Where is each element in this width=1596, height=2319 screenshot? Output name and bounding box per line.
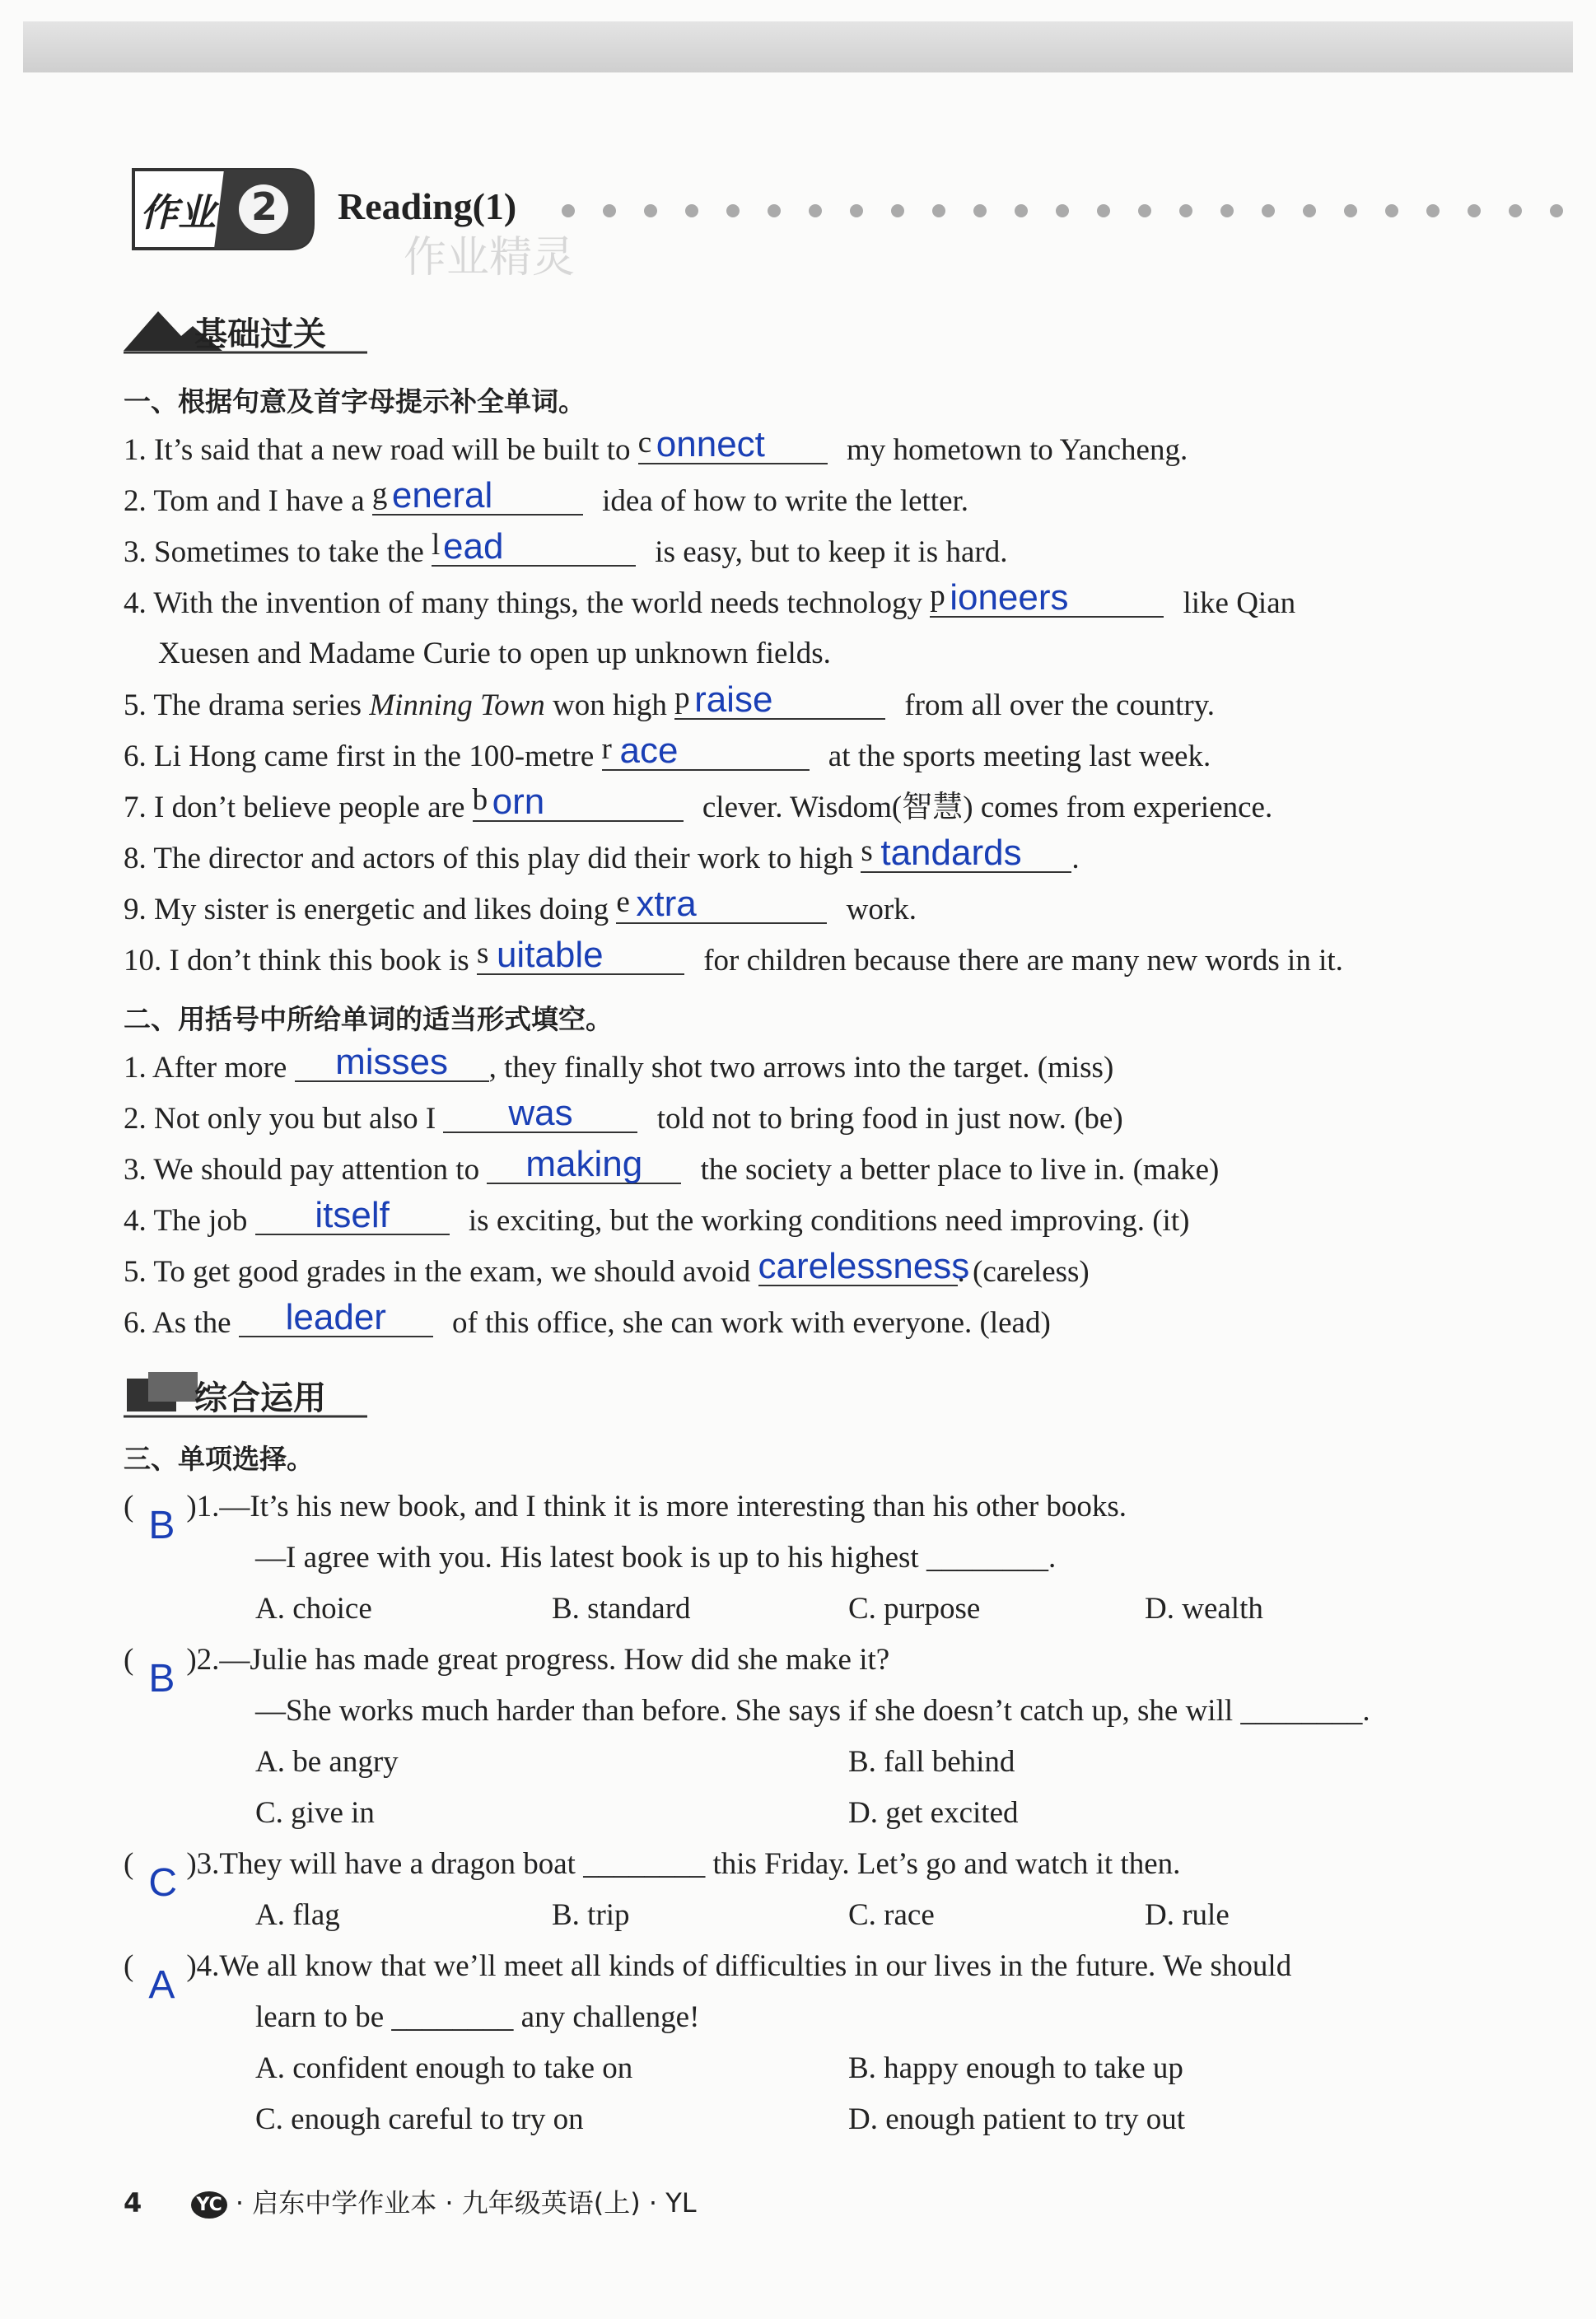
badge-number: 2	[251, 184, 278, 229]
mc-1-opt-a: A. choice	[255, 1592, 372, 1626]
footer-text: · 启东中学作业本 · 九年级英语(上) · YL	[235, 2187, 697, 2219]
answer: raise	[694, 679, 773, 720]
answer: xtra	[636, 884, 697, 924]
answer: B	[148, 1504, 175, 1547]
q1-6: 6. Li Hong came first in the 100-metre r ace at the sports meeting last week.	[124, 730, 1211, 773]
mc-4-opt-a: A. confident enough to take on	[255, 2051, 633, 2085]
answer: ead	[443, 526, 504, 567]
part3-title: 三、单项选择。	[124, 1443, 314, 1475]
banner-text: 综合运用	[194, 1379, 326, 1417]
q2-2: 2. Not only you but also I was told not to bring food in just now. (be)	[124, 1093, 1123, 1136]
mc-3-opt-a: A. flag	[255, 1898, 340, 1932]
answer: was	[508, 1093, 573, 1133]
answer: onnect	[656, 424, 765, 464]
q2-3: 3. We should pay attention to making the society a better place to live in. (make)	[124, 1144, 1220, 1187]
q1-9: 9. My sister is energetic and likes doing e xtra work.	[124, 884, 917, 926]
section-banner-comprehensive	[124, 1367, 371, 1420]
q1-8: 8. The director and actors of this play did their work to high s tandards .	[124, 833, 1080, 875]
section-banner-basic	[124, 303, 371, 356]
mc-2: ( B )2.—Julie has made great progress. How did she make it?	[124, 1643, 890, 1701]
mc-3-opt-b: B. trip	[552, 1898, 630, 1932]
answer: C	[148, 1861, 177, 1905]
mc-4-opt-c: C. enough careful to try on	[255, 2102, 584, 2136]
answer: orn	[492, 782, 545, 822]
footer	[124, 2182, 697, 2220]
q2-1: 1. After more misses , they finally shot two arrows into the target. (miss)	[124, 1042, 1114, 1085]
mc-2-opt-d: D. get excited	[848, 1796, 1019, 1830]
answer: B	[148, 1657, 175, 1701]
mc-2-opt-a: A. be angry	[255, 1745, 399, 1779]
q2-6: 6. As the leader of this office, she can work with everyone. (lead)	[124, 1297, 1051, 1340]
scan-top-band	[23, 21, 1573, 72]
part2-title: 二、用括号中所给单词的适当形式填空。	[124, 1003, 613, 1035]
title-dots	[560, 194, 1573, 227]
q2-5: 5. To get good grades in the exam, we should avoid carelessness . (careless)	[124, 1246, 1090, 1289]
banner-text: 基础过关	[194, 315, 326, 353]
q1-4-cont: Xuesen and Madame Curie to open up unknown fields.	[158, 637, 831, 670]
q2-4: 4. The job itself is exciting, but the working conditions need improving. (it)	[124, 1195, 1190, 1238]
q1-10: 10. I don’t think this book is s uitable for children because there are many new words in it.	[124, 935, 1343, 978]
q1-4: 4. With the invention of many things, the world needs technology p ioneers like Qian	[124, 577, 1296, 620]
q1-3: 3. Sometimes to take the l ead is easy, but to keep it is hard.	[124, 526, 1008, 569]
page-number: 4	[124, 2187, 142, 2219]
answer: A	[148, 1963, 175, 2007]
mc-4-opt-d: D. enough patient to try out	[848, 2102, 1185, 2136]
mc-1-opt-c: C. purpose	[848, 1592, 981, 1626]
watermark: 作业精灵	[404, 233, 576, 282]
answer: itself	[315, 1195, 390, 1235]
mc-4-opt-b: B. happy enough to take up	[848, 2051, 1183, 2085]
mc-3-opt-c: C. race	[848, 1898, 935, 1932]
answer: making	[525, 1144, 643, 1184]
answer: uitable	[496, 935, 604, 975]
q1-2: 2. Tom and I have a g eneral idea of how to write the letter.	[124, 475, 969, 518]
part1-title: 一、根据句意及首字母提示补全单词。	[124, 385, 586, 418]
page-title: Reading(1)	[338, 185, 517, 227]
mc-3-opt-d: D. rule	[1145, 1898, 1230, 1932]
publisher-logo: YC	[191, 2191, 226, 2219]
answer: tandards	[880, 833, 1022, 873]
q1-7: 7. I don’t believe people are b orn clever. Wisdom(智慧) comes from experience.	[124, 782, 1273, 824]
mc-4: ( A )4.We all know that we’ll meet all kinds of difficulties in our lives in the future. We should	[124, 1949, 1292, 2007]
answer: ace	[619, 730, 679, 771]
mc-2-opt-c: C. give in	[255, 1796, 375, 1830]
mc-1-opt-d: D. wealth	[1145, 1592, 1263, 1626]
answer: misses	[335, 1042, 449, 1082]
q1-5: 5. The drama series Minning Town won high p raise from all over the country.	[124, 679, 1216, 722]
mc-4-cont: learn to be ________ any challenge!	[255, 2000, 700, 2034]
badge-text: 作业	[140, 190, 216, 235]
answer: eneral	[391, 475, 493, 516]
mc-1: ( B )1.—It’s his new book, and I think it is more interesting than his other books.	[124, 1490, 1127, 1547]
answer: carelessness	[758, 1246, 970, 1286]
mc-1-opt-b: B. standard	[552, 1592, 691, 1626]
q1-1: 1. It’s said that a new road will be built to c onnect my hometown to Yancheng.	[124, 424, 1188, 467]
answer: ioneers	[950, 577, 1069, 618]
mc-2-opt-b: B. fall behind	[848, 1745, 1015, 1779]
answer: leader	[285, 1297, 386, 1337]
mc-1-reply: —I agree with you. His latest book is up to his highest ________.	[255, 1541, 1057, 1575]
mc-2-reply: —She works much harder than before. She says if she doesn’t catch up, she will ________.	[255, 1694, 1370, 1728]
mc-3: ( C )3.They will have a dragon boat ________ this Friday. Let’s go and watch it then.	[124, 1847, 1181, 1905]
